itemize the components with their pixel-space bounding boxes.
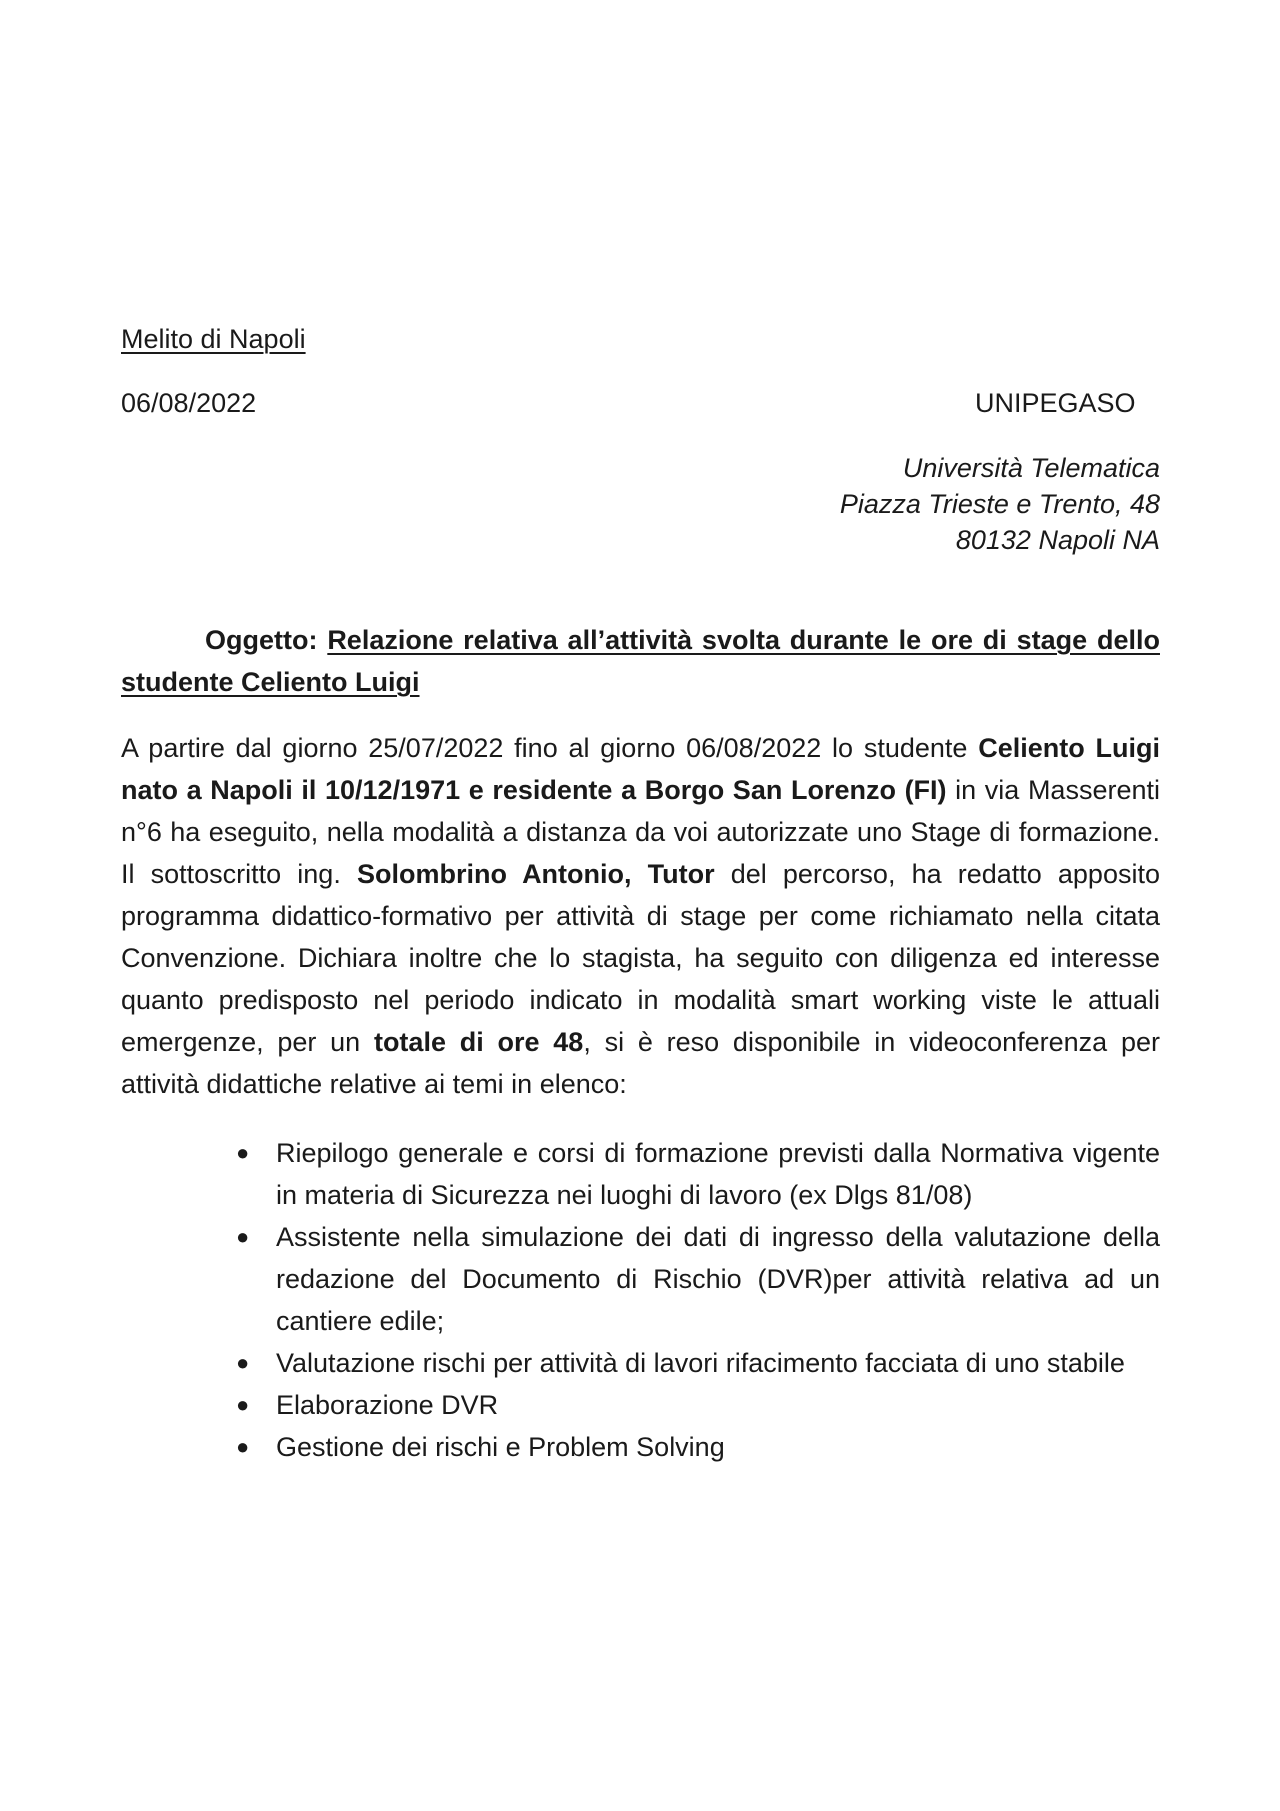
list-item: [236, 1384, 1160, 1426]
body-paragraph: [121, 727, 1160, 1105]
recipient-address-line-3: 80132 Napoli NA: [955, 525, 1160, 555]
recipient-name: UNIPEGASO: [975, 388, 1136, 418]
list-item: [236, 1216, 1160, 1342]
body-line: [121, 853, 1160, 895]
body-line: [121, 979, 1160, 1021]
student-birth-residence: nato a Napoli il 10/12/1971 e residente a Borgo San Lorenzo (FI): [121, 775, 947, 805]
total-hours: totale di ore 48: [373, 1027, 584, 1057]
body-line: [121, 727, 1160, 769]
bullet-icon: ●: [236, 1434, 250, 1459]
recipient-address-line-2: Piazza Trieste e Trento, 48: [839, 489, 1160, 519]
student-name: Celiento Luigi: [978, 733, 1160, 763]
body-line: [121, 937, 1160, 979]
body-line: [121, 895, 1160, 937]
body-text: attività didattiche relative ai temi in elenco:: [121, 1069, 627, 1099]
body-text: n°6 ha eseguito, nella modalità a distanza da voi autorizzate uno Stage di formazione.: [121, 817, 1160, 847]
subject-text: Relazione relativa all’attività svolta durante le ore di stage dello studente Celiento Luigi: [121, 625, 1160, 697]
list-item: [236, 1342, 1160, 1384]
place-of-writing: Melito di Napoli: [121, 324, 306, 354]
list-item-text: Assistente nella simulazione dei dati di ingresso della valutazione della redazione del Documento di Rischio (DVR)per attività relativa ad un cantiere edile;: [276, 1222, 1160, 1336]
body-text: emergenze, per un: [121, 1027, 374, 1057]
list-item-text: Valutazione rischi per attività di lavori rifacimento facciata di uno stabile: [276, 1348, 1125, 1378]
subject-label: Oggetto:: [205, 625, 318, 655]
letter-date: 06/08/2022: [121, 388, 257, 418]
body-text: programma didattico-formativo per attività di stage per come richiamato nella citata: [121, 901, 1160, 931]
list-item-text: Gestione dei rischi e Problem Solving: [276, 1432, 725, 1462]
body-text: , si è reso disponibile in videoconferenza per: [583, 1027, 1160, 1057]
list-item: [236, 1426, 1160, 1468]
body-line: [121, 1021, 1160, 1063]
list-item-text: Riepilogo generale e corsi di formazione previsti dalla Normativa vigente in materia di Sicurezza nei luoghi di lavoro (ex Dlgs 81/08): [276, 1138, 1160, 1210]
body-line: [121, 769, 1160, 811]
bullet-icon: ●: [236, 1392, 250, 1417]
bullet-icon: ●: [236, 1350, 250, 1375]
bullet-icon: ●: [236, 1140, 250, 1165]
bullet-icon: ●: [236, 1224, 250, 1249]
subject-line: [121, 619, 1160, 703]
body-text: Il sottoscritto ing.: [121, 859, 357, 889]
body-text: del percorso, ha redatto apposito: [714, 859, 1160, 889]
list-item-text: Elaborazione DVR: [276, 1390, 499, 1420]
list-item: [236, 1132, 1160, 1216]
body-text: in via Masserenti: [946, 775, 1160, 805]
body-line: [121, 1063, 1160, 1105]
body-text: Convenzione. Dichiara inoltre che lo stagista, ha seguito con diligenza ed interesse: [121, 943, 1160, 973]
recipient-address-line-1: Università Telematica: [902, 453, 1160, 483]
topics-list: [236, 1132, 1160, 1468]
tutor-name: Solombrino Antonio, Tutor: [356, 859, 715, 889]
body-text: A partire dal giorno 25/07/2022 fino al giorno 06/08/2022 lo studente: [121, 733, 979, 763]
body-text: quanto predisposto nel periodo indicato in modalità smart working viste le attuali: [121, 985, 1160, 1015]
body-line: [121, 811, 1160, 853]
